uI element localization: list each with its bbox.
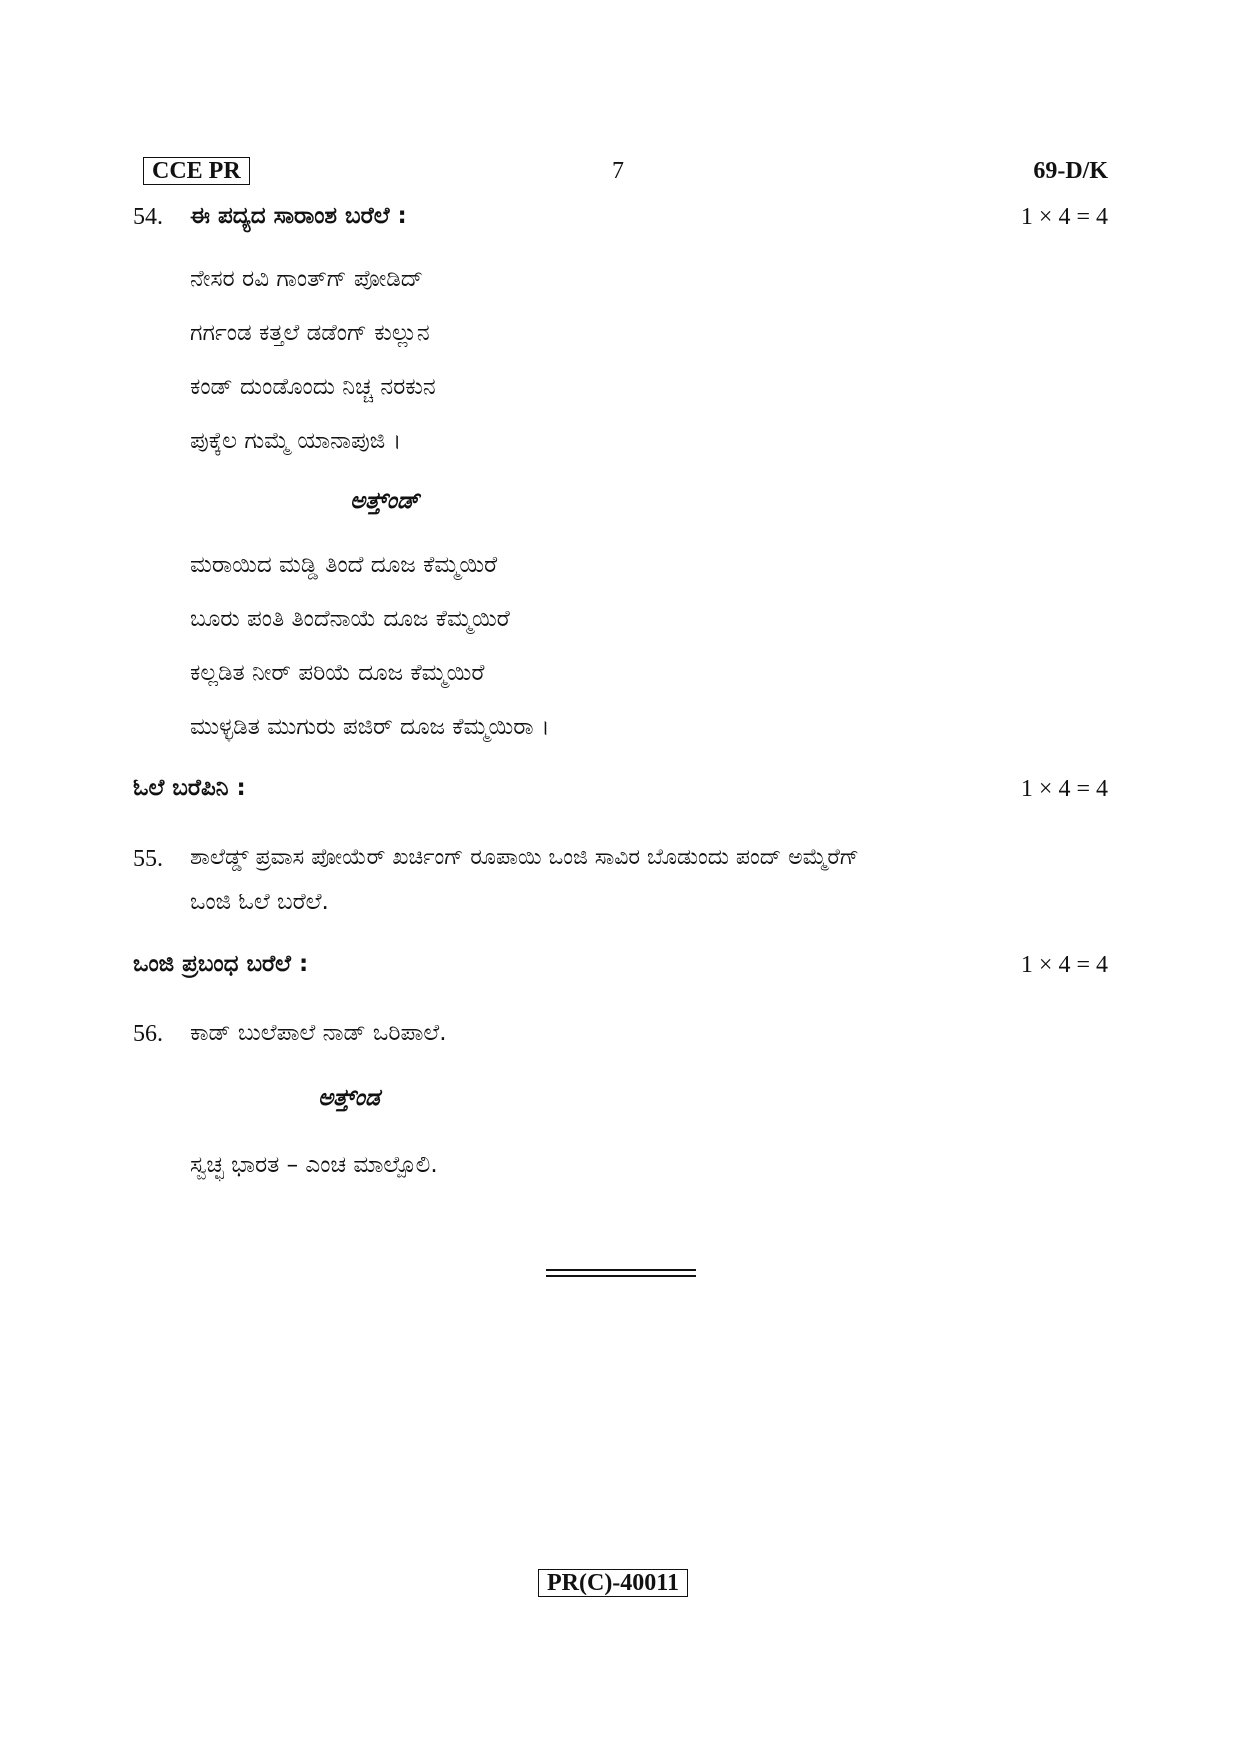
letter-heading: ಓಲೆ ಬರೆಪಿನಿ : [133, 775, 246, 801]
q54-prompt: ಈ ಪದ್ಯದ ಸಾರಾಂಶ ಬರೆಲೆ : [190, 203, 407, 229]
poem1-line: ಪುಕ್ಕೆಲ ಗುಮ್ಮೆ ಯಾನಾಪುಜಿ । [190, 428, 402, 454]
end-rule [546, 1269, 696, 1271]
q55-line2: ಒಂಜಿ ಓಲೆ ಬರೆಲೆ. [190, 889, 329, 915]
q55-number: 55. [133, 846, 163, 872]
q56-topic2: ಸ್ವಚ್ಛ ಭಾರತ – ಎಂಚ ಮಾಲ್ಪೊಲಿ. [190, 1152, 438, 1178]
end-rule [546, 1275, 696, 1277]
q56-or-label: ಅತ್ತ್‌ಂಡ [318, 1085, 380, 1111]
q54-marks: 1 × 4 = 4 [1020, 204, 1108, 230]
essay-heading: ಒಂಜಿ ಪ್ರಬಂಧ ಬರೆಲೆ : [133, 951, 309, 977]
page-number: 7 [612, 158, 624, 184]
essay-marks: 1 × 4 = 4 [1020, 952, 1108, 978]
poem2-line: ಮರಾಯಿದ ಮಡ್ಡಿ ತಿಂದೆ ದೂಜ ಕೆಮ್ಮಯಿರೆ [190, 552, 498, 578]
q55-line1: ಶಾಲೆಡ್ಡ್ ಪ್ರವಾಸ ಪೋಯೆರ್ ಖರ್ಚಿಂಗ್ ರೂಪಾಯಿ ಒಂಜಿ ಸಾವಿರ ಬೊಡುಂದು ಪಂದ್ ಅಮ್ಮೆರೆಗ್ [190, 845, 859, 870]
letter-marks: 1 × 4 = 4 [1020, 776, 1108, 802]
poem2-line: ಮುಳ್ಳಡಿತ ಮುಗುರು ಪಜಿರ್ ದೂಜ ಕೆಮ್ಮಯಿರಾ । [190, 714, 550, 740]
q56-topic1: ಕಾಡ್ ಬುಲೆಪಾಲೆ ನಾಡ್ ಒರಿಪಾಲೆ. [190, 1020, 447, 1046]
header-right-code: 69-D/K [1033, 158, 1108, 184]
poem1-line: ನೇಸರ ರವಿ ಗಾಂತ್‌ಗ್ ಪೋಡಿದ್ [190, 266, 424, 292]
footer-code: PR(C)-40011 [538, 1569, 688, 1597]
q54-number: 54. [133, 204, 163, 230]
header-left-code: CCE PR [143, 157, 250, 185]
poem2-line: ಕಲ್ಲಡಿತ ನೀರ್ ಪರಿಯೆ ದೂಜ ಕೆಮ್ಮಯಿರೆ [190, 660, 485, 686]
q54-or-label: ಅತ್ತ್‌ಂಡ್ [350, 488, 420, 514]
poem1-line: ಕಂಡ್ ದುಂಡೊಂದು ನಿಚ್ಚ ನರಕುನ [190, 374, 436, 400]
poem2-line: ಬೂರು ಪಂತಿ ತಿಂದೆನಾಯೆ ದೂಜ ಕೆಮ್ಮಯಿರೆ [190, 606, 510, 632]
poem1-line: ಗರ್ಗಂಡ ಕತ್ತಲೆ ಡಡೆಂಗ್ ಕುಲ್ಲುನ [190, 320, 430, 346]
q56-number: 56. [133, 1021, 163, 1047]
